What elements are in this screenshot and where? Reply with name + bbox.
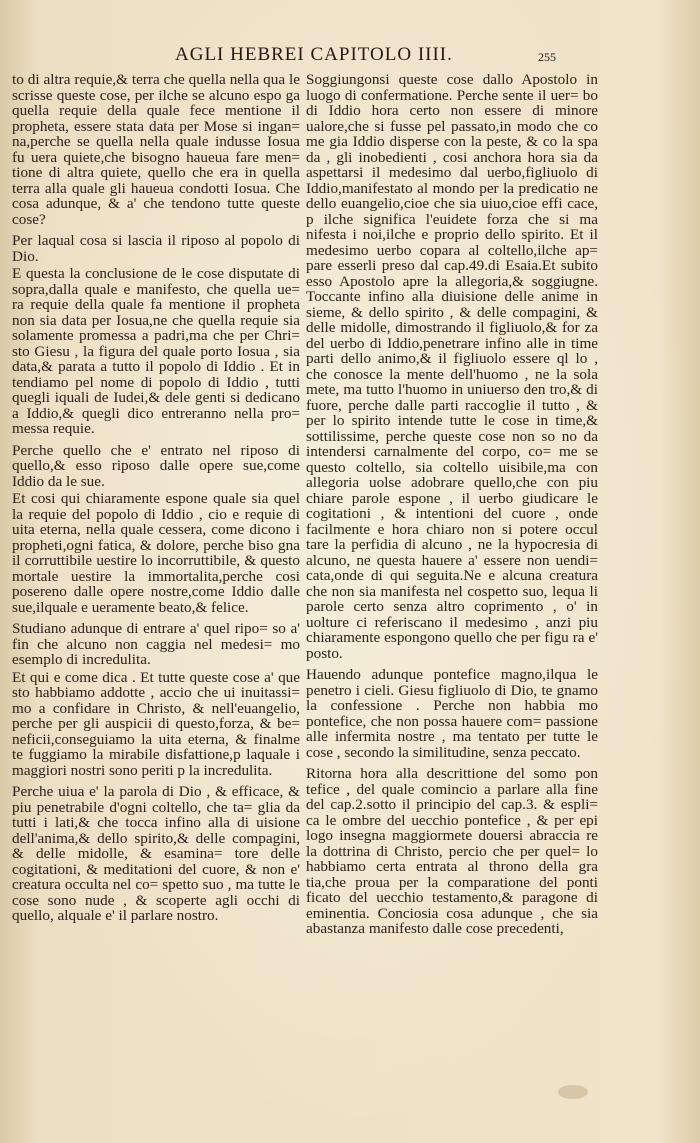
left-column xyxy=(12,72,300,930)
scripture-quote: Studiano adunque di entrare a' quel ripo= so a' fin che alcuno non caggia nel medesi= mo esemplo di incredulita. xyxy=(12,620,300,668)
running-title: AGLI HEBREI CAPITOLO IIII. xyxy=(175,44,453,65)
paragraph: Soggiungonsi queste cose dallo Apostolo in luogo di confermatione. Perche sente il uer= bo di Iddio hora certo non essere di minore ualore,che si fusse pel passato,in modo che co me gia Iddio disperse con la peste, & co la spa da , gli inobedienti , cosi anchora hora sia da aspettarsi il medesimo dal uerbo,figliuolo di Iddio,manifestato al mondo per la predicatio ne dello euangelio,cioe che sia uiuo,cioe effi cace, p ilche significa l'euidete forza che si ma nifesta i noi,ilche e proprio dello spirito. Et il medesimo uerbo copara al coltello,ilche ap= pare esserli preso dal cap.49.di Esaia.Et subito esso Apostolo apre la allegoria,& soggiugne. Toccante infino alla diuisione delle anime in sieme, & dello spirito , & delle compagini, & delle midolle, dimostrando il figliuolo,& for za del uerbo di Iddio,penetrare infino alle in time parti dello animo,& il figliuolo essere ql lo , che conosce la mente dell'huomo , ne la sola mete, ma tutto l'huomo in uniuerso den tro,& di fuore, perche dalle parti raccoglie il tutto , & per lo spirito intende tutte le cose in time,& sottilissime, perche queste cose non so no da intendersi carnalmente del corpo, co= me se questo coltello, sia coltello uisibile,ma con allegoria uolse adobrare quello,che con piu chiare parole espone , il uerbo giudicare le cogitationi , & intentioni del cuore , onde facilmente e hora chiaro non si potere occul tare la perfidia di alcuno , ne la hypocresia di alcuno, ne questa hauere a' essere non uendi= cata,onde di qui seguita.Ne e alcuna creatura che non sia manifesta nel cospetto suo, lequa li parole certo senza altro coprimento , o' in uolture ci referiscano il medesimo , anzi piu chiaramente espongono quello che per figu ra e' posto. xyxy=(306,71,598,662)
scripture-quote: Perche uiua e' la parola di Dio , & efficace, & piu penetrabile d'ogni coltello, che ta= glia da tutti i lati,& che tocca infino alla di uisione dell'anima,& dello spirito,& delle compagini, & delle midolle, & esamina= tore delle cogitationi, & meditationi del cuore, & non e' creatura occulta nel co= spetto suo , ma tutte le cose sono nude , & scoperte agli occhi di quello, alquale e' il parlare nostro. xyxy=(12,783,300,924)
scripture-quote: Perche quello che e' entrato nel riposo di quello,& esso riposo dalle opere sue,come Iddio da le sue. xyxy=(12,441,300,490)
paragraph: Et qui e come dica . Et tutte queste cose a' que sto habbiamo addotte , accio che ui inuitassi= mo a confidare in Christo, & nell'euangelio, perche per gli auspicii di questo,forza, & be= neficii,conseguiamo la uita eterna, & finalme te fuggiamo la mirabile disfattione,p laquale i maggiori nostri sono periti p la incredulita. xyxy=(12,668,300,779)
right-column xyxy=(306,72,598,943)
paragraph: Ritorna hora alla descrittione del somo pon tefice , del quale comincio a parlare alla fine del cap.2.sotto il principio del cap.3. & espli= ca le ombre del uecchio pontefice , & per epi logo insegna maggiormete douersi abraccia re la dottrina di Christo, percio che per quel= lo habbiamo certa entrata al throno della gra tia,che proua per la comparatione del ponti ficato del uecchio testamento,& paragone di eminentia. Conciosia cosa adunque , che sia abastanza manifesto dalle cose precedenti, xyxy=(306,765,598,937)
page-number: 255 xyxy=(538,50,556,64)
scripture-quote: Per laqual cosa si lascia il riposo al popolo di Dio. xyxy=(12,232,300,265)
page-header xyxy=(0,44,700,68)
paragraph: E questa la conclusione de le cose disputate di sopra,dalla quale e manifesto, che quella ue= ra requie della quale fa mentione il propheta non sia data per Iosua,ne che quella requie sia solamente promessa a padri,ma che per Chri= sto Giesu , la figura del quale porto Iosua , sia data,& parata a tutto il popolo di Iddio . Et in tendiamo pel nome di popolo di Iddio , tutti quegli iquali de Iudei,& dele genti si dedicano a Iddio,& quegli dico entreranno nella pro= messa requie. xyxy=(12,265,300,437)
paragraph: to di altra requie,& terra che quella nella qua le scrisse queste cose, per ilche se alcuno espo ga quella requie della quale fece mentione il propheta, essere stata data per Mose si ingan= na,perche se quella nella quale indusse Iosua fu uera quiete,che bisogno haueua fare men= tione di altra quiete, quello che era in quella terra alla quale gli haueua condotti Iosua. Che cosa adunque, & a' che tendono tutte queste cose? xyxy=(12,71,300,228)
paper-stain xyxy=(558,1085,588,1099)
paragraph: Et cosi qui chiaramente espone quale sia quel la requie del popolo di Iddio , cio e requie di uita eterna, nella quale cessera, come dicono i propheti,ogni fatica, & dolore, perche biso gna il corruttibile uestire lo incorruttibile, & questo mortale uestire la immortalita,perche cosi posereno dalle opere nostre,come Iddio dalle sue,ilquale e ueramente beato,& felice. xyxy=(12,490,300,616)
scripture-quote: Hauendo adunque pontefice magno,ilqua le penetro i cieli. Giesu figliuolo di Dio, te gnamo la confessione . Perche non habbia mo pontefice, che non possa hauere com= passione alle infermita nostre , ma tentato per tutte le cose , secondo la similitudine, senza peccato. xyxy=(306,666,598,761)
